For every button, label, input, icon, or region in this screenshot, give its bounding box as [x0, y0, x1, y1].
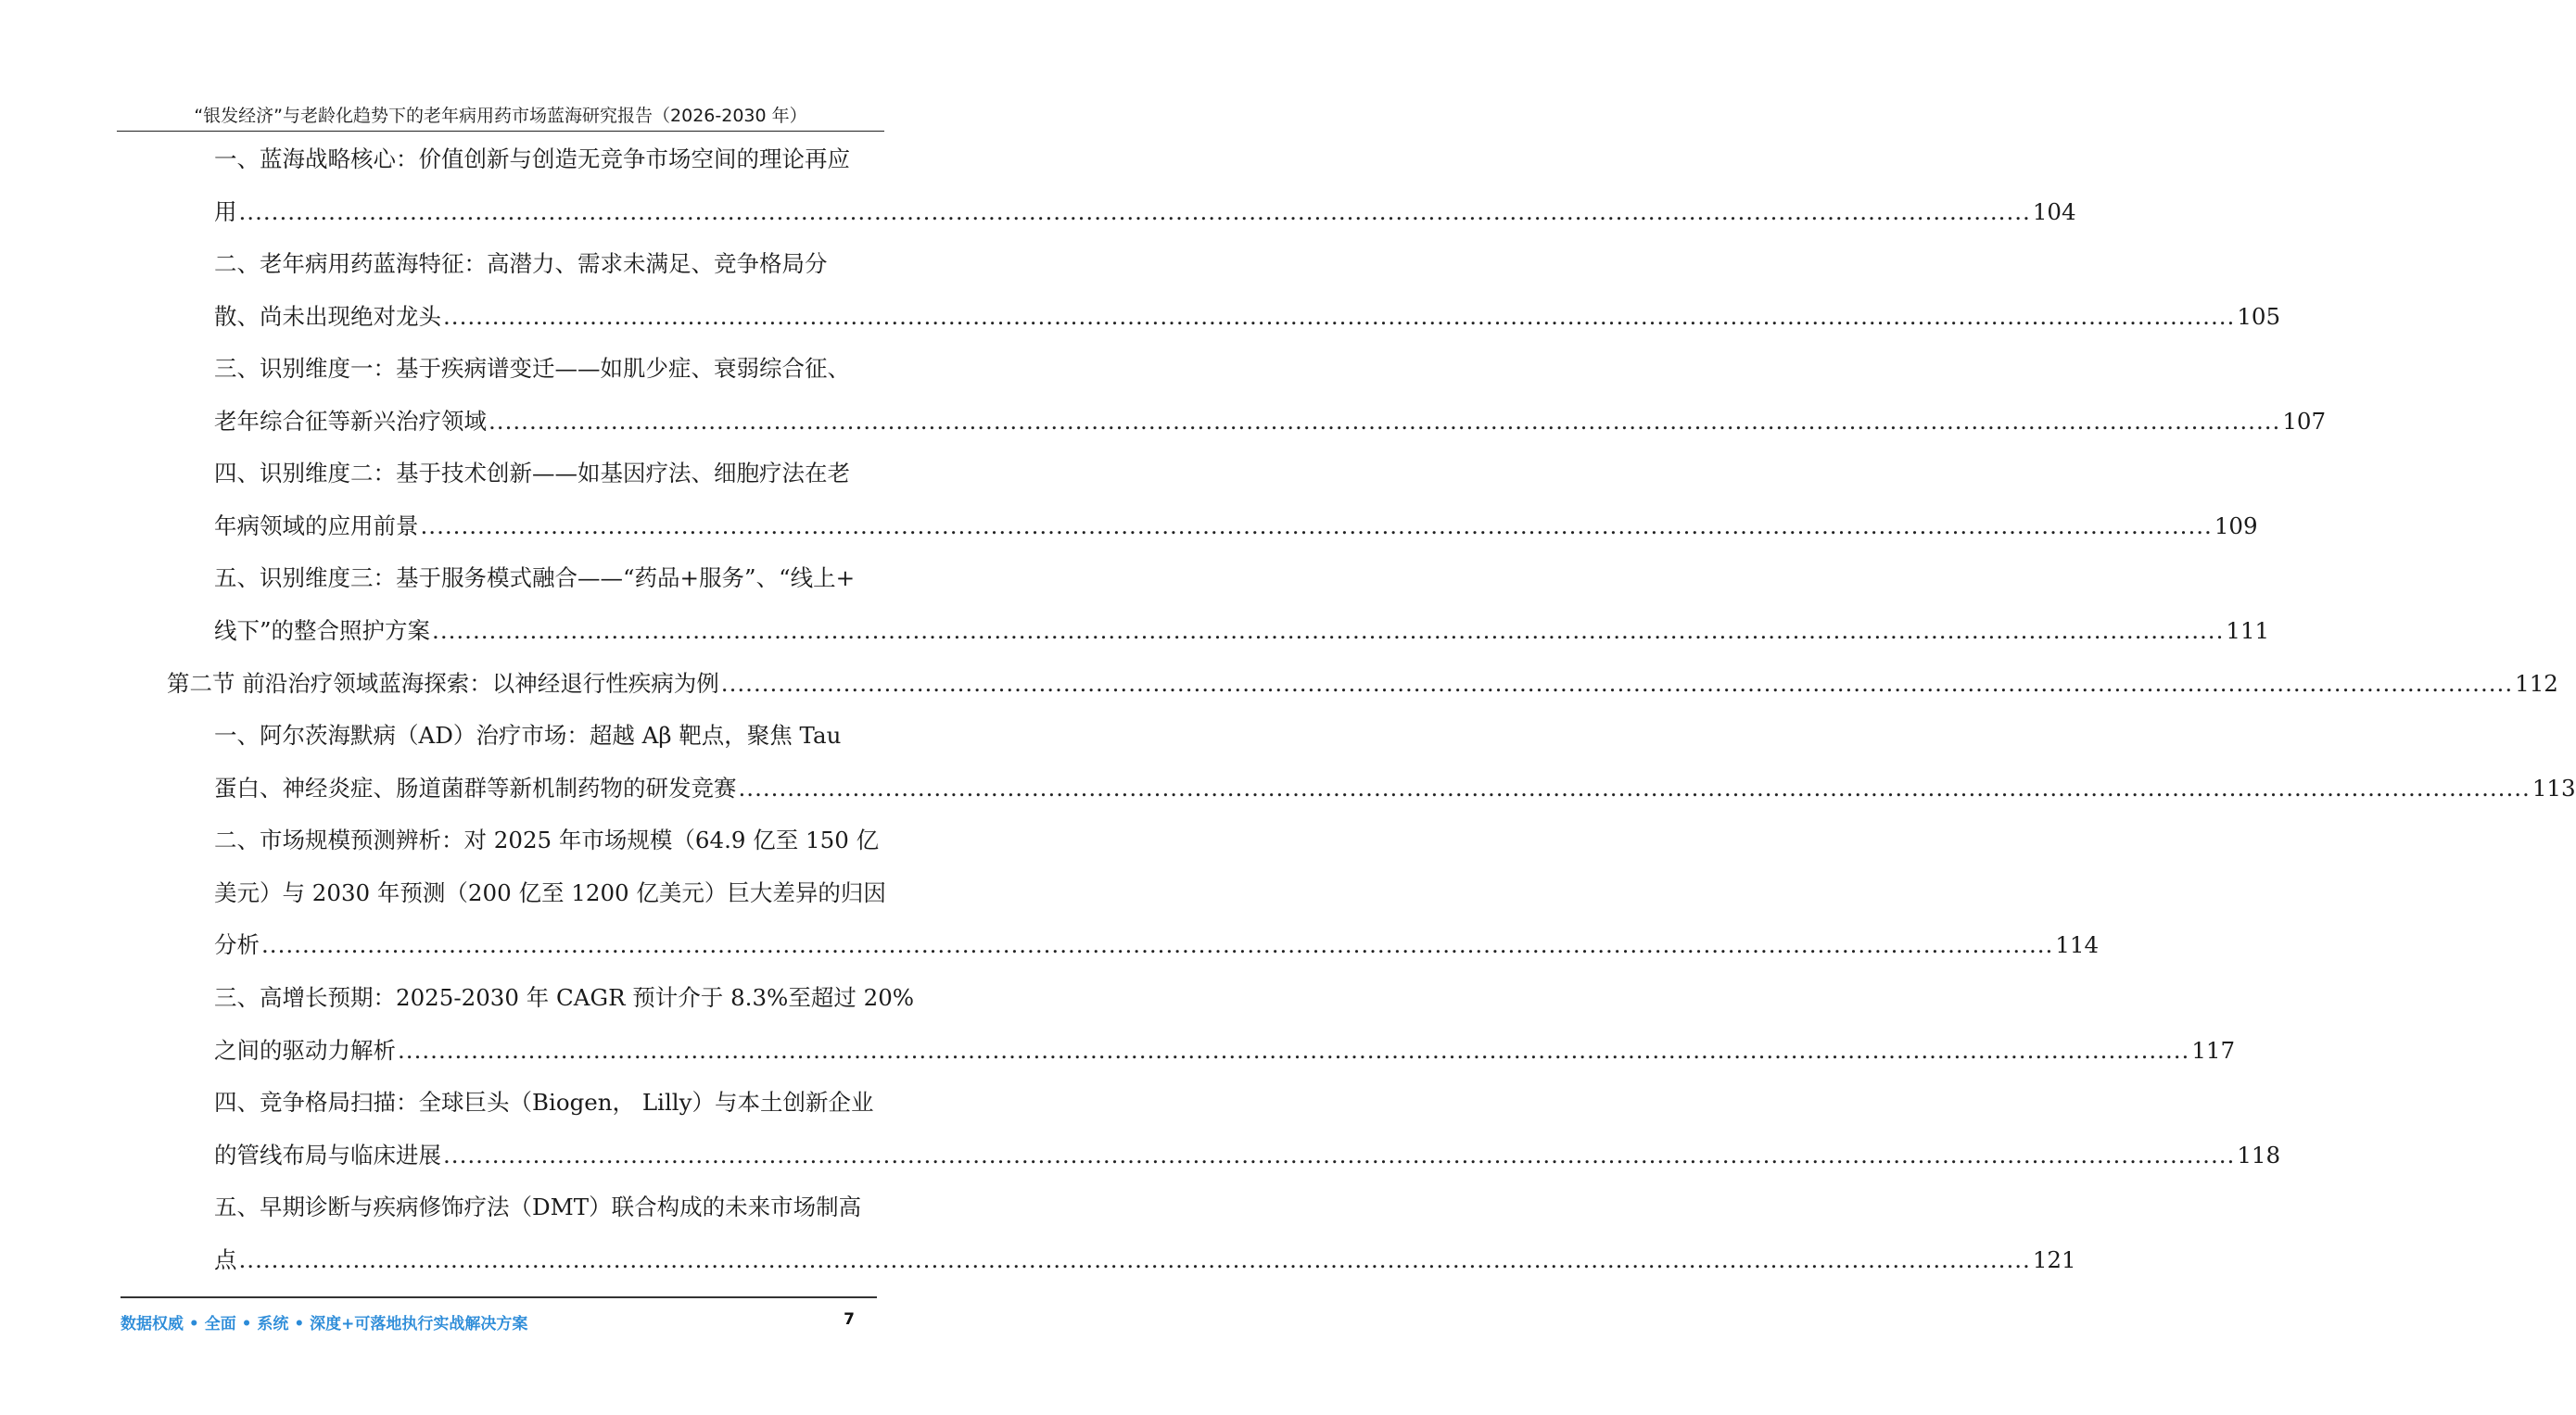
running-header: “银发经济”与老龄化趋势下的老年病用药市场蓝海研究报告（2026-2030 年） [194, 106, 807, 126]
toc-page-number: 105 [2237, 303, 2281, 330]
toc-page-number: 104 [2032, 198, 2076, 225]
toc-entry-title: 分析 [214, 931, 260, 958]
toc-page-number: 112 [2515, 670, 2558, 697]
toc-entry[interactable] [214, 1032, 2236, 1069]
toc-page-number: 109 [2214, 512, 2258, 539]
toc-leader-dots: ............................................................................................................................................................................................................................ [720, 670, 2514, 697]
toc-entry-title: 老年综合征等新兴治疗领域 [214, 408, 487, 435]
toc-entry-line: 四、竞争格局扫描：全球巨头（Biogen， Lilly）与本土创新企业 [214, 1089, 874, 1116]
toc-entry[interactable] [214, 927, 2100, 964]
toc-entry-title: 蛋白、神经炎症、肠道菌群等新机制药物的研发竞赛 [214, 775, 737, 802]
toc-leader-dots: ............................................................................................................................................................................................................................ [238, 1246, 2031, 1273]
toc-leader-dots: ............................................................................................................................................................................................................................ [738, 775, 2531, 802]
toc-entry-line: 二、老年病用药蓝海特征：高潜力、需求未满足、竞争格局分 [214, 250, 828, 277]
toc-leader-dots: ............................................................................................................................................................................................................................ [261, 931, 2054, 958]
toc-entry-line: 一、阿尔茨海默病（AD）治疗市场：超越 Aβ 靶点，聚焦 Tau [214, 722, 842, 749]
footer-divider [121, 1296, 877, 1298]
toc-section-entry[interactable] [167, 665, 2558, 702]
toc-entry-title: 点 [214, 1246, 237, 1273]
toc-entry-line: 一、蓝海战略核心：价值创新与创造无竞争市场空间的理论再应 [214, 145, 850, 172]
toc-entry[interactable] [214, 1242, 2076, 1279]
toc-entry-line: 五、早期诊断与疾病修饰疗法（DMT）联合构成的未来市场制高 [214, 1194, 862, 1220]
toc-entry-line: 美元）与 2030 年预测（200 亿至 1200 亿美元）巨大差异的归因 [214, 879, 886, 906]
toc-entry[interactable] [214, 613, 2270, 650]
toc-leader-dots: ............................................................................................................................................................................................................................ [443, 1142, 2236, 1169]
toc-page-number: 118 [2237, 1142, 2281, 1169]
toc-entry-title: 散、尚未出现绝对龙头 [214, 303, 441, 330]
toc-page-number: 107 [2282, 408, 2327, 435]
toc-page-number: 111 [2226, 617, 2270, 644]
toc-entry-line: 三、识别维度一：基于疾病谱变迁——如肌少症、衰弱综合征、 [214, 355, 850, 382]
toc-entry-title: 用 [214, 198, 237, 225]
toc-entry[interactable] [214, 508, 2258, 545]
toc-leader-dots: ............................................................................................................................................................................................................................ [420, 512, 2213, 539]
toc-page-number: 113 [2532, 775, 2576, 802]
toc-entry-title: 线下”的整合照护方案 [214, 617, 431, 644]
toc-entry-title: 的管线布局与临床进展 [214, 1142, 441, 1169]
toc-entry[interactable] [214, 298, 2281, 335]
page-number: 7 [844, 1310, 855, 1329]
toc-entry-title: 年病领域的应用前景 [214, 512, 419, 539]
toc-entry[interactable] [214, 194, 2076, 231]
footer-slogan: 数据权威 • 全面 • 系统 • 深度+可落地执行实战解决方案 [121, 1315, 528, 1333]
toc-entry[interactable] [214, 1137, 2281, 1174]
toc-page-number: 117 [2191, 1037, 2236, 1064]
toc-leader-dots: ............................................................................................................................................................................................................................ [443, 303, 2236, 330]
toc-leader-dots: ............................................................................................................................................................................................................................ [489, 408, 2281, 435]
toc-entry-line: 五、识别维度三：基于服务模式融合——“药品+服务”、“线上+ [214, 564, 856, 591]
toc-leader-dots: ............................................................................................................................................................................................................................ [398, 1037, 2190, 1064]
toc-entry[interactable] [214, 403, 2327, 440]
toc-entry-line: 三、高增长预期：2025-2030 年 CAGR 预计介于 8.3%至超过 20% [214, 984, 915, 1011]
toc-page-number: 114 [2055, 931, 2100, 958]
toc-entry-line: 四、识别维度二：基于技术创新——如基因疗法、细胞疗法在老 [214, 460, 850, 486]
toc-entry-line: 二、市场规模预测辨析：对 2025 年市场规模（64.9 亿至 150 亿 [214, 827, 880, 853]
toc-section-title: 第二节 前沿治疗领域蓝海探索：以神经退行性疾病为例 [167, 670, 719, 697]
toc-leader-dots: ............................................................................................................................................................................................................................ [238, 198, 2031, 225]
toc-page-number: 121 [2032, 1246, 2076, 1273]
toc-entry-title: 之间的驱动力解析 [214, 1037, 396, 1064]
header-divider [117, 131, 884, 132]
toc-entry[interactable] [214, 770, 2576, 807]
toc-leader-dots: ............................................................................................................................................................................................................................ [432, 617, 2225, 644]
